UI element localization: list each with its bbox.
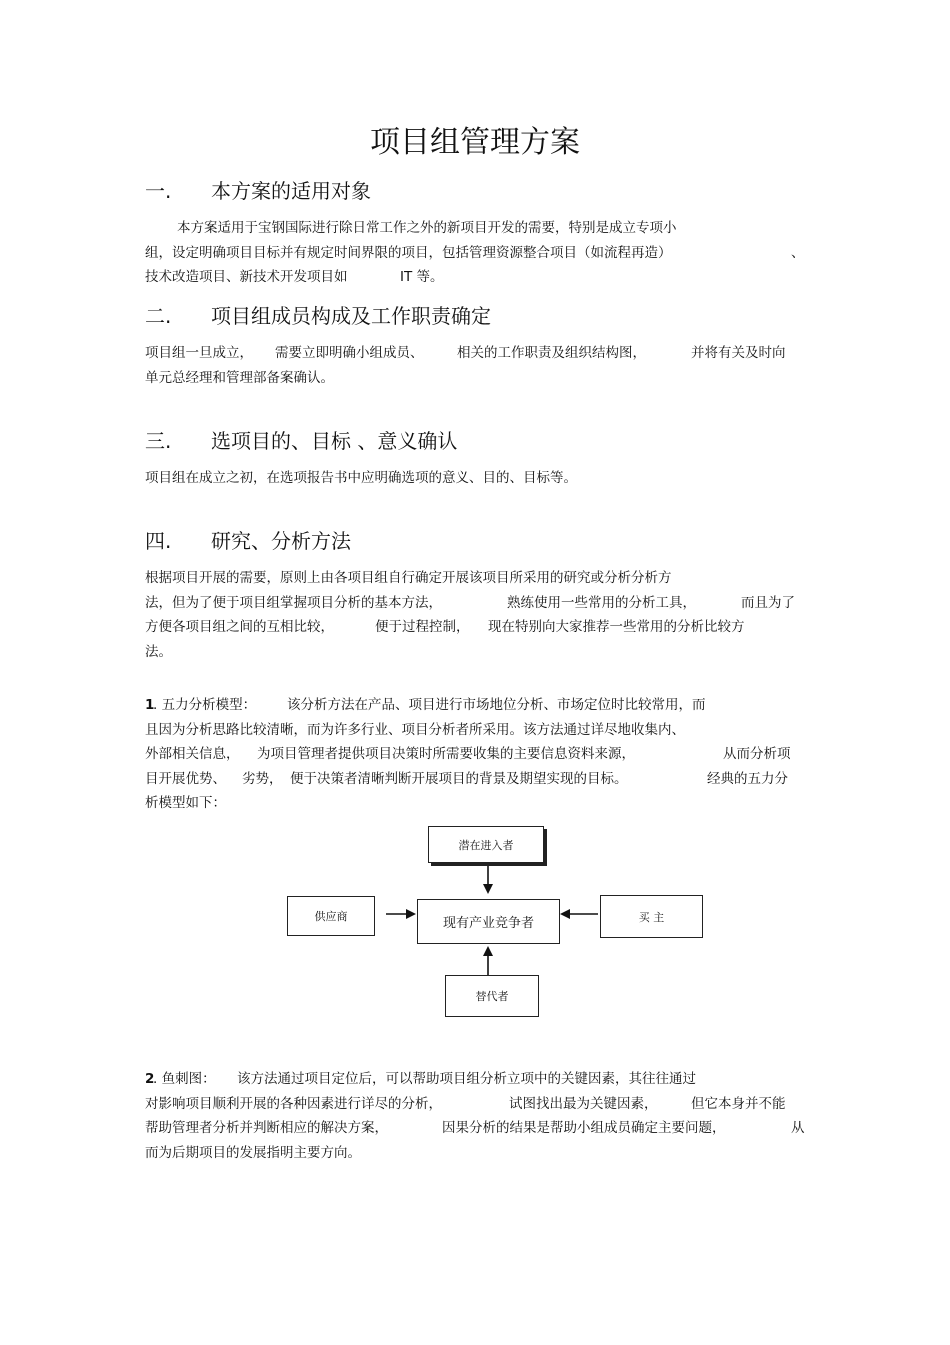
text-line: 技术改造项目、新技术开发项目如 xyxy=(145,269,348,285)
text-line: 根据项目开展的需要，原则上由各项目组自行确定开展该项目所采用的研究或分析分析方 xyxy=(145,570,672,586)
box-suppliers: 供应商 xyxy=(287,896,375,936)
method-number: 1 xyxy=(145,697,155,713)
section-heading-4 xyxy=(145,526,351,556)
section-title: 本方案的适用对象 xyxy=(211,179,371,203)
text-fragment: 劣势， xyxy=(242,770,283,787)
text-line: 组，设定明确项目目标并有规定时间界限的项目，包括管理资源整合项目（如流程再造） xyxy=(145,244,672,261)
section-number: 一. xyxy=(145,179,172,203)
text-fragment: 熟练使用一些常用的分析工具， xyxy=(507,594,696,611)
section-title: 选项目的、目标 、意义确认 xyxy=(211,429,458,453)
text-fragment: 从 xyxy=(791,1120,805,1136)
box-buyers: 买 主 xyxy=(600,895,703,938)
method-number: 2 xyxy=(145,1071,155,1087)
section-title: 项目组成员构成及工作职责确定 xyxy=(211,304,491,328)
text-line: 而为后期项目的发展指明主要方向。 xyxy=(145,1144,361,1161)
section-number: 四. xyxy=(145,529,172,553)
document-title: 项目组管理方案 xyxy=(370,125,580,160)
text-fragment: 、 xyxy=(791,244,805,261)
text-fragment: 目开展优势、 xyxy=(145,770,226,787)
section-heading-2 xyxy=(145,301,491,331)
text-line: 且因为分析思路比较清晰，而为许多行业、项目分析者所采用。该方法通过详尽地收集内、 xyxy=(145,721,685,738)
text-fragment: 该分析方法在产品、项目进行市场地位分析、市场定位时比较常用，而 xyxy=(287,697,706,713)
text-fragment: . 五力分析模型： xyxy=(153,697,257,713)
text-fragment: 该方法通过项目定位后，可以帮助项目组分析立项中的关键因素，其往往通过 xyxy=(237,1071,696,1087)
five-forces-diagram xyxy=(280,820,720,1025)
box-industry-competitors: 现有产业竞争者 xyxy=(417,899,560,944)
text-fragment: 试图找出最为关键因素， xyxy=(509,1095,658,1112)
section-title: 研究、分析方法 xyxy=(211,529,351,553)
text-fragment: 并将有关及时向 xyxy=(691,345,786,361)
text-line: 法。 xyxy=(145,643,172,660)
text-fragment: 法，但为了便于项目组掌握项目分析的基本方法， xyxy=(145,594,442,611)
text-fragment: 经典的五力分 xyxy=(707,770,788,787)
section-number: 三. xyxy=(145,429,172,453)
text-fragment: 项目组一旦成立， xyxy=(145,345,253,361)
section-heading-1 xyxy=(145,176,371,206)
text-fragment: 因果分析的结果是帮助小组成员确定主要问题， xyxy=(442,1120,726,1136)
text-fragment: 方便各项目组之间的互相比较， xyxy=(145,619,334,635)
text-fragment: 相关的工作职责及组织结构图， xyxy=(457,345,646,361)
text-fragment: 现在特别向大家推荐一些常用的分析比较方 xyxy=(488,619,745,635)
text-fragment: 对影响项目顺利开展的各种因素进行详尽的分析， xyxy=(145,1095,442,1112)
text-fragment: 便于决策者清晰判断开展项目的背景及期望实现的目标。 xyxy=(290,770,628,787)
text-line: 项目组在成立之初，在选项报告书中应明确选项的意义、目的、目标等。 xyxy=(145,470,577,486)
box-potential-entrants: 潜在进入者 xyxy=(428,826,544,863)
text-fragment: 为项目管理者提供项目决策时所需要收集的主要信息资料来源， xyxy=(257,746,635,762)
text-line: 单元总经理和管理部备案确认。 xyxy=(145,369,334,386)
text-fragment: 而且为了 xyxy=(741,594,795,611)
section-heading-3 xyxy=(145,426,457,456)
box-substitutes: 替代者 xyxy=(445,975,539,1017)
section-number: 二. xyxy=(145,304,172,328)
text-fragment: 但它本身并不能 xyxy=(691,1095,786,1112)
text-line: 本方案适用于宝钢国际进行除日常工作之外的新项目开发的需要，特别是成立专项小 xyxy=(177,220,677,236)
text-fragment: IT 等。 xyxy=(400,269,444,285)
text-fragment: 从而分析项 xyxy=(723,746,791,762)
text-line: 析模型如下： xyxy=(145,795,226,811)
text-fragment: 便于过程控制， xyxy=(375,619,470,635)
text-fragment: . 鱼刺图： xyxy=(153,1071,216,1087)
text-fragment: 帮助管理者分析并判断相应的解决方案， xyxy=(145,1120,388,1136)
text-fragment: 需要立即明确小组成员、 xyxy=(275,345,424,361)
text-fragment: 外部相关信息， xyxy=(145,746,240,762)
